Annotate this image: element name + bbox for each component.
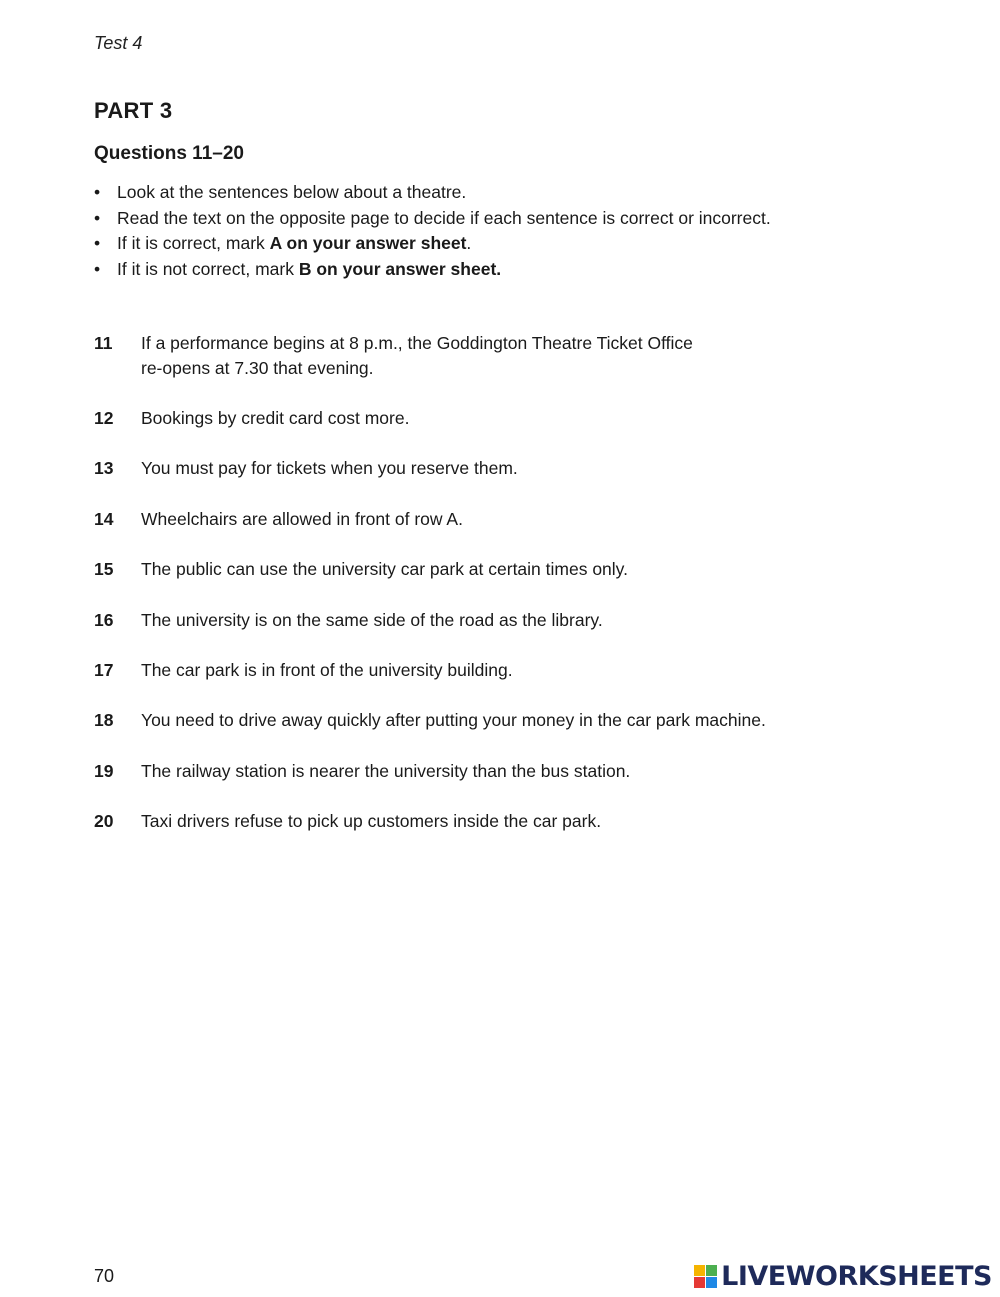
question-number: 18: [94, 710, 114, 731]
bullet-icon: •: [94, 258, 101, 279]
brand-name: LIVEWORKSHEETS: [721, 1261, 992, 1292]
instruction-item: • Look at the sentences below about a theatre.: [94, 180, 771, 206]
question-item: [94, 759, 894, 784]
questions-list: [94, 331, 894, 860]
question-text: If a performance begins at 8 p.m., the Goddington Theatre Ticket Office re-opens at 7.30 that evening.: [141, 333, 693, 378]
question-item: [94, 557, 894, 582]
question-number: 15: [94, 559, 114, 580]
instructions-list: [94, 180, 771, 282]
question-item: [94, 507, 894, 532]
question-number: 13: [94, 458, 114, 479]
brand-logo-icon: [694, 1265, 717, 1288]
question-text: You need to drive away quickly after putting your money in the car park machine.: [141, 710, 766, 731]
question-text: The public can use the university car park at certain times only.: [141, 559, 628, 580]
question-number: 12: [94, 408, 114, 428]
question-number: 14: [94, 508, 114, 529]
question-item: [94, 809, 894, 834]
question-item: [94, 456, 894, 481]
question-text: The car park is in front of the university building.: [141, 659, 513, 680]
question-text: You must pay for tickets when you reserve them.: [141, 458, 518, 479]
instruction-item: • If it is correct, mark A on your answer sheet.: [94, 231, 771, 257]
question-text: Bookings by credit card cost more.: [141, 408, 410, 428]
question-number: 19: [94, 760, 114, 781]
question-text: Wheelchairs are allowed in front of row A.: [141, 508, 463, 529]
instruction-item: • Read the text on the opposite page to decide if each sentence is correct or incorrect.: [94, 206, 771, 232]
question-item: [94, 658, 894, 683]
part-title: PART 3: [94, 98, 173, 123]
question-number: 16: [94, 609, 114, 630]
page-number: 70: [94, 1266, 115, 1286]
instruction-item: • If it is not correct, mark B on your answer sheet.: [94, 257, 771, 283]
question-text: Taxi drivers refuse to pick up customers inside the car park.: [141, 811, 602, 832]
liveworksheets-logo[interactable]: [694, 1261, 992, 1292]
question-item: [94, 406, 894, 431]
question-item: [94, 331, 894, 381]
bullet-icon: •: [94, 182, 101, 202]
question-number: 11: [94, 333, 113, 353]
bullet-icon: •: [94, 233, 101, 253]
question-text: The railway station is nearer the university than the bus station.: [141, 760, 631, 781]
question-text: The university is on the same side of the road as the library.: [141, 609, 603, 630]
questions-range: Questions 11–20: [94, 143, 244, 164]
question-item: [94, 608, 894, 633]
question-item: [94, 708, 894, 733]
question-number: 20: [94, 811, 114, 832]
question-number: 17: [94, 659, 114, 680]
test-label: Test 4: [94, 33, 143, 53]
bullet-icon: •: [94, 207, 101, 228]
